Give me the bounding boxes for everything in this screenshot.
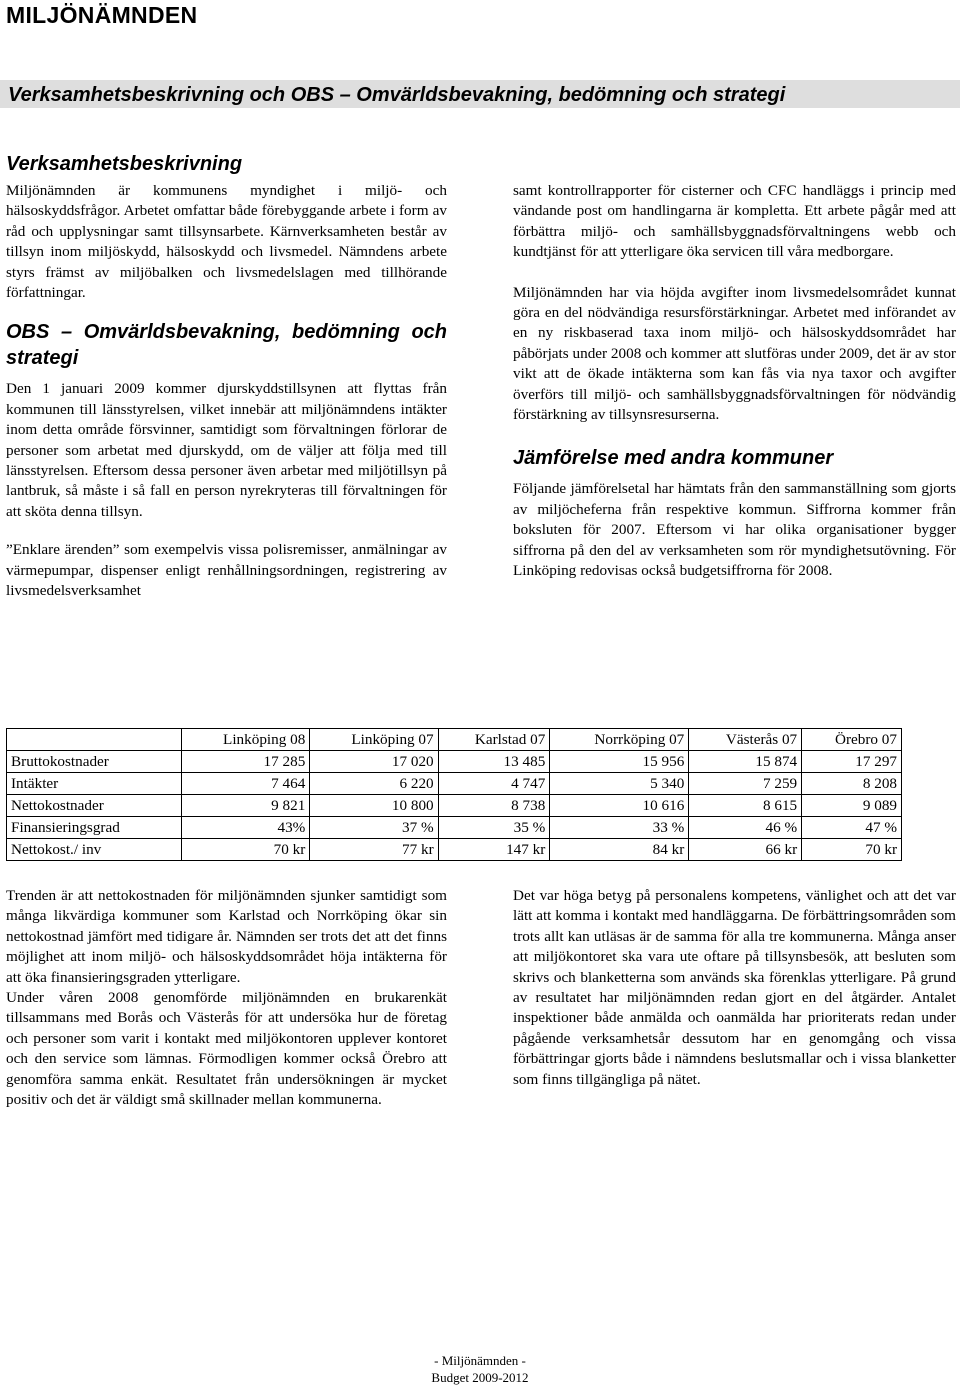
- table-cell: 17 285: [182, 751, 310, 773]
- right-paragraph-1: samt kontrollrapporter för cisterner och CFC handläggs i princip med vändande post om handlingarna är kompletta. Ett arbete pågår med att förbättra miljö- och samhällsbyggnadsförvaltningens webb och kundtjänst för att ytterligare öka servicen till våra medborgare.: [513, 182, 956, 261]
- table-cell: 8 615: [689, 795, 802, 817]
- table-cell: 5 340: [550, 773, 689, 795]
- table-cell: 13 485: [438, 751, 550, 773]
- table-header-cell: Norrköping 07: [550, 729, 689, 751]
- obs-paragraph-2: ”Enklare ärenden” som exempelvis vissa polisremisser, anmälningar av värmepumpar, dispenser enligt renhållningsordningen, registrering av livsmedelsverksamhet: [6, 541, 447, 600]
- table-cell: 9 089: [802, 795, 902, 817]
- survey-paragraph: Under våren 2008 genomförde miljönämnden en brukarenkät tillsammans med Borås och Västerås för att undersöka hur de företag och personer som varit i kontakt med miljökontoren upplever kontoret och den service som lämnas. Förmodligen kommer också Örebro att genomföra samma enkät. Resultatet från undersökningen är mycket positiv och det är väldigt små skillnader mellan kommunerna.: [6, 989, 447, 1109]
- page-footer: [0, 1352, 960, 1386]
- bottom-right-column: [513, 886, 956, 1090]
- table-cell: 70 kr: [802, 839, 902, 861]
- table-row: [7, 751, 902, 773]
- bottom-left-column: [6, 886, 447, 1110]
- table-cell: 17 020: [310, 751, 438, 773]
- table-cell: 10 616: [550, 795, 689, 817]
- table-cell: 47 %: [802, 817, 902, 839]
- comparison-text: Följande jämförelsetal har hämtats från den sammanställning som gjorts av miljöcheferna från respektive kommun. Siffrorna kommer från boksluten för 2007. Eftersom vi har olika organisationer bygger siffrorna på den del av verksamheten som rör myndighetsutövning. För Linköping redovisas också budgetsiffrorna för 2008.: [513, 480, 956, 580]
- table-row: [7, 817, 902, 839]
- table-cell: 77 kr: [310, 839, 438, 861]
- verksamhet-text: Miljönämnden är kommunens myndighet i miljö- och hälsoskyddsfrågor. Arbetet omfattar både förebyggande arbete i form av råd och upplysningar samt tillsynsarbete. Kärnverksamheten består av tillsyn inom miljöskydd, hälsoskydd och livsmedel. Nämndens arbete styrs främst av miljöbalken och livsmedelslagen med tillhörande författningar.: [6, 182, 447, 302]
- row-label: Nettokost./ inv: [7, 839, 182, 861]
- right-column: [513, 181, 956, 582]
- table-cell: 7 259: [689, 773, 802, 795]
- right-paragraph-2: Miljönämnden har via höjda avgifter inom livsmedelsområdet kunnat göra en del nödvändiga resursförstärkningar. Arbetet med införandet av en ny riskbaserad taxa inom miljö- och hälsoskyddsområdet har påbörjats under 2008 och kommer att slutföras under 2009, det är av stor vikt att de ökade intäkterna som kan fås via nya taxor och avgifter överförs till miljö- och samhällsbyggnadsförvaltningen för nödvändig förstärkning av tillsynsresurserna.: [513, 283, 956, 424]
- survey-results-paragraph: Det var höga betyg på personalens kompetens, vänlighet och att det var lätt att komma i kontakt med handläggarna. De förbättringsområden som trots allt kan utläsas är de samma för alla tre kommunerna. Många anser att miljökontoret ska vara ute oftare på tillsynsbesök, att besluten som skrivs och blanketterna som används ska förenklas ytterligare. På grund av resultatet har miljönämnden redan gjort en del åtgärder. Antalet inspektioner både anmälda och oanmälda har prioriterats redan under pågående verksamhetsår dessutom har en genomgång och vissa förbättringar gjorts både i nämndens beslutsmallar och i vissa blanketter som finns tillgängliga på nätet.: [513, 887, 956, 1088]
- table-cell: 66 kr: [689, 839, 802, 861]
- table-cell: 15 956: [550, 751, 689, 773]
- table-cell: 147 kr: [438, 839, 550, 861]
- footer-budget: Budget 2009-2012: [431, 1370, 529, 1385]
- table-header-cell: Karlstad 07: [438, 729, 550, 751]
- table-cell: 8 208: [802, 773, 902, 795]
- table-cell: 70 kr: [182, 839, 310, 861]
- trend-paragraph: Trenden är att nettokostnaden för miljönämnden sjunker samtidigt som många likvärdiga kommuner som Karlstad och Norrköping ökar sin nettokostnad jämfört med tidigare år. Nämnden ser trots det att det finns möjlighet att inom miljö- och hälsoskyddsområdet höja intäkterna för att öka finansieringsgraden ytterligare.: [6, 887, 447, 986]
- table-cell: 8 738: [438, 795, 550, 817]
- table-header-row: [7, 729, 902, 751]
- obs-paragraph-1: Den 1 januari 2009 kommer djurskyddstillsynen att flyttas från kommunen till länsstyrelsen, vilket innebär att miljönämndens intäkter inom detta område försvinner, samtidigt som förvaltningen förlorar de personer som arbetat med djurskydd, om de väljer att följa med till länsstyrelsen. Eftersom dessa personer även arbetar med miljötillsyn på lantbruk, så måste i så fall en person nyrekryteras till förvaltningen för att sköta denna tillsyn.: [6, 380, 447, 520]
- comparison-heading: Jämförelse med andra kommuner: [513, 447, 834, 470]
- row-label: Intäkter: [7, 773, 182, 795]
- section-banner: [0, 80, 960, 108]
- verksamhet-heading: Verksamhetsbeskrivning: [6, 153, 243, 175]
- footer-department: - Miljönämnden -: [434, 1353, 526, 1368]
- comparison-table: [6, 728, 902, 861]
- table-cell: 6 220: [310, 773, 438, 795]
- table-cell: 84 kr: [550, 839, 689, 861]
- table-header-cell: Västerås 07: [689, 729, 802, 751]
- row-label: Finansieringsgrad: [7, 817, 182, 839]
- table-header-cell: Örebro 07: [802, 729, 902, 751]
- table-cell: 7 464: [182, 773, 310, 795]
- table-header-cell: Linköping 07: [310, 729, 438, 751]
- table-cell: 10 800: [310, 795, 438, 817]
- table-cell: 9 821: [182, 795, 310, 817]
- table-cell: 17 297: [802, 751, 902, 773]
- left-column: [6, 151, 447, 602]
- table-row: [7, 773, 902, 795]
- table-row: [7, 839, 902, 861]
- obs-heading: OBS – Omvärldsbevakning, bedömning och strategi: [6, 321, 447, 370]
- row-label: Bruttokostnader: [7, 751, 182, 773]
- table-cell: 43%: [182, 817, 310, 839]
- table-cell: 4 747: [438, 773, 550, 795]
- table-cell: 33 %: [550, 817, 689, 839]
- section-banner-title: Verksamhetsbeskrivning och OBS – Omvärldsbevakning, bedömning och strategi: [8, 84, 786, 106]
- table-cell: 35 %: [438, 817, 550, 839]
- table-cell: 15 874: [689, 751, 802, 773]
- page-title: MILJÖNÄMNDEN: [6, 2, 198, 28]
- table-cell: 37 %: [310, 817, 438, 839]
- row-label: Nettokostnader: [7, 795, 182, 817]
- table-row: [7, 795, 902, 817]
- table-header-cell: [7, 729, 182, 751]
- table-cell: 46 %: [689, 817, 802, 839]
- table-header-cell: Linköping 08: [182, 729, 310, 751]
